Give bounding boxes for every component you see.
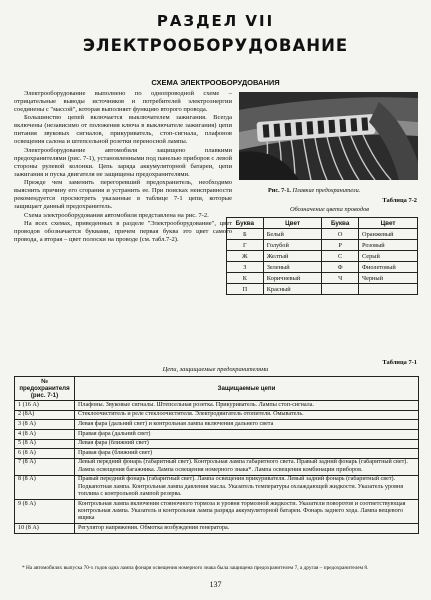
table-row	[227, 284, 418, 295]
fuse-number: 4 (8 А)	[15, 430, 75, 440]
table-cell: Розовый	[359, 240, 418, 251]
table-cell: З	[227, 262, 264, 273]
fuse-box-photo	[239, 92, 418, 180]
figure-caption-text: Плавкие предохранители.	[292, 187, 361, 194]
table-header: Цвет	[359, 218, 418, 229]
table-row	[227, 240, 418, 251]
fuse-circuits: Плафоны. Звуковые сигналы. Штепсельная розетка. Прикуриватель. Лампы стоп-сигнала.	[75, 401, 419, 411]
fuse-number: 2 (8А)	[15, 410, 75, 420]
table-header: № предохранителя (рис. 7-1)	[15, 377, 75, 401]
table-cell: Белый	[263, 229, 322, 240]
table-cell: Зеленый	[263, 262, 322, 273]
subsection-title: СХЕМА ЭЛЕКТРООБОРУДОВАНИЯ	[151, 78, 280, 87]
section-title: РАЗДЕЛ VII	[156, 12, 275, 30]
fuse-circuits: Правая фара (ближний свет)	[75, 449, 419, 459]
table-row	[15, 430, 419, 440]
table-row	[15, 439, 419, 449]
table1-caption: Цепи, защищаемые предохранителями	[162, 366, 269, 373]
table-cell: Серый	[359, 251, 418, 262]
table2-caption: Обозначение цвета проводов	[289, 206, 370, 213]
table-cell: Красный	[263, 284, 322, 295]
fuse-circuits: Контрольная лампа включения стояночного тормоза и уровня тормозной жидкости. Указатели поворотов и соответствующая контрольная лампа. Указатель и контрольная лампа разряда аккумуляторной батареи. Фонарь заднего хода. Лампа вещевого ящика	[75, 499, 419, 523]
paragraph: Электрооборудование выполнено по однопроводной схеме – отрицательные выводы источников и потребителей электроэнергии соединены с "массой", которая выполняет функцию второго провода.	[14, 90, 232, 113]
table-cell: Ф	[322, 262, 359, 273]
fuse-number: 6 (8 А)	[15, 449, 75, 459]
table-cell: Г	[227, 240, 264, 251]
table-cell: К	[227, 273, 264, 284]
table-cell: П	[227, 284, 264, 295]
table-row	[15, 475, 419, 499]
body-text	[14, 90, 232, 245]
table-cell: С	[322, 251, 359, 262]
paragraph: Схема электрооборудования автомобиля представлена на рис. 7-2.	[24, 211, 209, 219]
table-cell	[359, 284, 418, 295]
table-row	[227, 262, 418, 273]
fuse-number: 8 (8 А)	[15, 475, 75, 499]
fuse-number: 9 (8 А)	[15, 499, 75, 523]
table2-label: Таблица 7-2	[382, 197, 417, 204]
paragraph: На всех схемах, приведенных в разделе "Электрооборудование", цвет проводов обозначается буквами, причем первая буква это цвет самого провода, а вторая – цвет полоски на проводе (см. табл.7-2).	[14, 220, 232, 244]
table-cell: Голубой	[263, 240, 322, 251]
table-cell: Оранжевый	[359, 229, 418, 240]
fuse-circuits: Правая фара (дальний свет)	[75, 430, 419, 440]
table-cell: О	[322, 229, 359, 240]
table-row	[15, 449, 419, 459]
page-number: 137	[209, 580, 222, 589]
table-row	[227, 251, 418, 262]
table-row	[15, 401, 419, 411]
table-cell: Желтый	[263, 251, 322, 262]
table-header-row	[227, 218, 418, 229]
fuse-circuits: Стеклоочиститель и реле стеклоочистителя. Электродвигатель отопителя. Омыватель.	[75, 410, 419, 420]
table-header-row	[15, 377, 419, 401]
table-row	[15, 420, 419, 430]
table-cell: Ж	[227, 251, 264, 262]
table-header: Защищаемые цепи	[75, 377, 419, 401]
paragraph: Электрооборудование автомобиля защищено плавкими предохранителями (рис. 7-1), установленными под панелью приборов с левой стороны рулевой колонки. Цепь заряда аккумуляторной батареи, цепи зажигания и пуска двигателя не защищены предохранителями.	[14, 146, 232, 178]
fuse-circuits-main: Правый передний фонарь (габаритный свет). Лампа освещения прикуривателя. Левый задний фонарь (габаритный свет). Подкапотная лампа.	[78, 476, 396, 490]
table-cell: Коричневый	[263, 273, 322, 284]
fuse-table	[14, 376, 419, 534]
table-cell: Черный	[359, 273, 418, 284]
figure-caption	[268, 187, 360, 194]
fuse-circuits: Регулятор напряжения. Обмотка возбуждения генератора.	[75, 524, 419, 534]
table-row	[15, 458, 419, 475]
table-row	[15, 524, 419, 534]
footnote: * На автомобилях выпуска 70-х годов одна лампа фонаря освещения номерного знака была защищена предохранителем 7, а другая – предохранителем 8.	[22, 565, 369, 571]
table-header: Буква	[322, 218, 359, 229]
figure-number: Рис. 7-1.	[268, 187, 291, 194]
table-row	[227, 229, 418, 240]
wire-color-table	[226, 217, 418, 295]
table-row	[227, 273, 418, 284]
table-cell: Фиолетовый	[359, 262, 418, 273]
fuse-circuits: Левая фара (ближний свет)	[75, 439, 419, 449]
table-row	[15, 499, 419, 523]
table-cell: Р	[322, 240, 359, 251]
table-header: Буква	[227, 218, 264, 229]
paragraph: Прежде чем заменить перегоревший предохранитель, необходимо выяснить причину его сгорания и устранить ее. При поисках неисправности рекомендуется просмотреть указанные в таблице 7-1 цепи, которые защищает данный предохранитель.	[14, 179, 232, 211]
table-cell: Б	[227, 229, 264, 240]
fuse-circuits	[75, 475, 419, 499]
fuse-box-illustration	[239, 92, 418, 180]
fuse-number: 1 (16 А)	[15, 401, 75, 411]
chapter-title: ЭЛЕКТРООБОРУДОВАНИЕ	[82, 36, 349, 55]
table1-label: Таблица 7-1	[382, 359, 417, 366]
paragraph: Большинство цепей включается выключателем зажигания. Всегда включены (независимо от положения ключа в выключателе зажигания) цепи питания звуковых сигналов, прикуриватель, стоп-сигнала, плафонов освещения салона и штепсельной розетки переносной лампы.	[14, 114, 232, 146]
table-row	[15, 410, 419, 420]
fuse-circuits: Левая фара (дальний свет) и контрольная лампа включения дальнего света	[75, 420, 419, 430]
fuse-number: 3 (8 А)	[15, 420, 75, 430]
fuse-number: 7 (8 А)	[15, 458, 75, 475]
fuse-number: 5 (8 А)	[15, 439, 75, 449]
fuse-number: 10 (8 А)	[15, 524, 75, 534]
fuse-circuits-extra: Контрольная лампа давления масла. Указатель температуры охлаждающей жидкости. Указатель уровня топлива с контрольной лампой резерва.	[78, 483, 404, 497]
table-cell	[322, 284, 359, 295]
table-header: Цвет	[263, 218, 322, 229]
fuse-circuits: Левый передний фонарь (габаритный свет). Контрольная лампа габаритного света. Правый задний фонарь (габаритный свет). Лампа освещения багажника. Лампа освещения номерного знака*. Лампа освещения комбинации приборов.	[75, 458, 419, 475]
table-cell: Ч	[322, 273, 359, 284]
